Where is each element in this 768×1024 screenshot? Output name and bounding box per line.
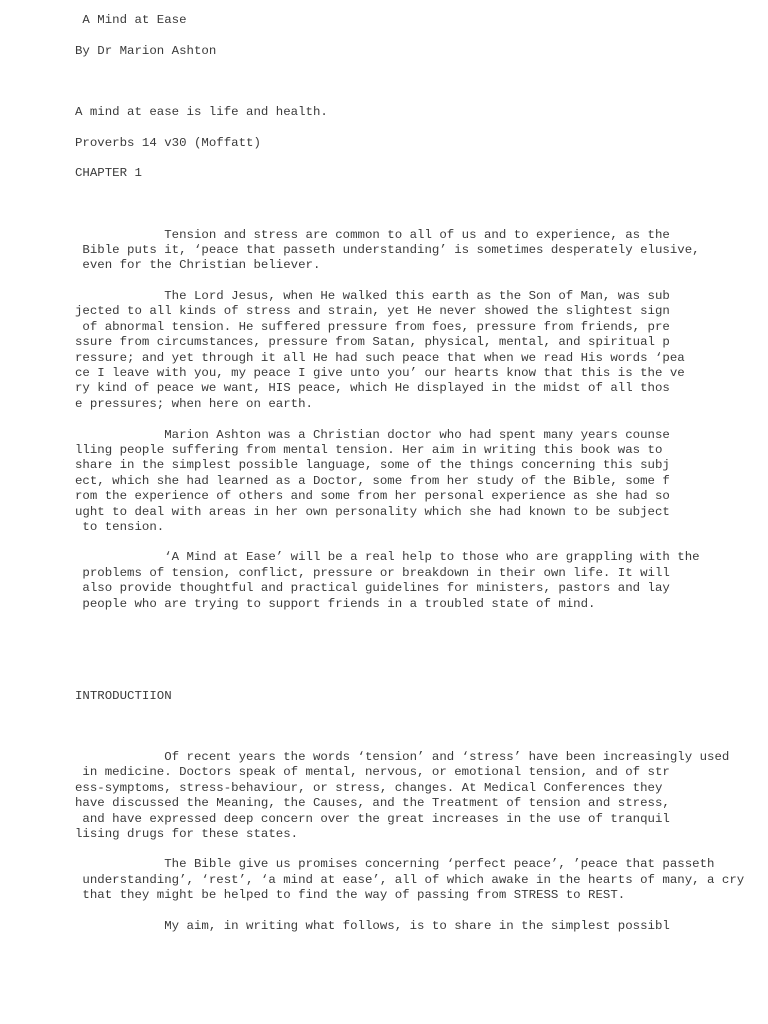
text-line: ssure from circumstances, pressure from Satan, physical, mental, and spiritual p bbox=[75, 335, 670, 349]
text-line: ess-symptoms, stress-behaviour, or stress, changes. At Medical Conferences they bbox=[75, 781, 663, 795]
chapter-heading: CHAPTER 1 bbox=[75, 166, 142, 180]
text-line: to tension. bbox=[75, 520, 165, 534]
epigraph-reference: Proverbs 14 v30 (Moffatt) bbox=[75, 136, 261, 150]
text-line: of abnormal tension. He suffered pressure from foes, pressure from friends, pre bbox=[75, 320, 670, 334]
epigraph-quote: A mind at ease is life and health. bbox=[75, 105, 328, 119]
text-line: ‘A Mind at Ease’ will be a real help to those who are grappling with the bbox=[75, 550, 700, 564]
text-line: The Bible give us promises concerning ‘perfect peace’, ’peace that passeth bbox=[75, 857, 715, 871]
text-line: ect, which she had learned as a Doctor, some from her study of the Bible, some f bbox=[75, 474, 670, 488]
text-line: jected to all kinds of stress and strain, yet He never showed the slightest sign bbox=[75, 304, 670, 318]
text-line: lising drugs for these states. bbox=[75, 827, 299, 841]
text-line: ry kind of peace we want, HIS peace, which He displayed in the midst of all thos bbox=[75, 381, 670, 395]
text-line: understanding’, ‘rest’, ‘a mind at ease’, all of which awake in the hearts of many, a cry bbox=[75, 873, 745, 887]
text-line: The Lord Jesus, when He walked this earth as the Son of Man, was sub bbox=[75, 289, 670, 303]
text-line: Marion Ashton was a Christian doctor who had spent many years counse bbox=[75, 428, 670, 442]
text-line: people who are trying to support friends in a troubled state of mind. bbox=[75, 597, 596, 611]
text-line: in medicine. Doctors speak of mental, nervous, or emotional tension, and of str bbox=[75, 765, 670, 779]
text-line: Of recent years the words ‘tension’ and ‘stress’ have been increasingly used bbox=[75, 750, 730, 764]
text-line: e pressures; when here on earth. bbox=[75, 397, 313, 411]
text-line: Bible puts it, ‘peace that passeth understanding’ is sometimes desperately elusive, bbox=[75, 243, 700, 257]
text-line: ught to deal with areas in her own personality which she had known to be subject bbox=[75, 505, 670, 519]
text-line: lling people suffering from mental tension. Her aim in writing this book was to bbox=[75, 443, 663, 457]
text-line: problems of tension, conflict, pressure or breakdown in their own life. It will bbox=[75, 566, 670, 580]
text-line: Tension and stress are common to all of us and to experience, as the bbox=[75, 228, 670, 242]
text-line: ce I leave with you, my peace I give unto you’ our hearts know that this is the ve bbox=[75, 366, 685, 380]
text-line: rom the experience of others and some from her personal experience as she had so bbox=[75, 489, 670, 503]
author-line: By Dr Marion Ashton bbox=[75, 44, 217, 58]
text-line: share in the simplest possible language, some of the things concerning this subj bbox=[75, 458, 670, 472]
text-line: also provide thoughtful and practical guidelines for ministers, pastors and lay bbox=[75, 581, 670, 595]
text-line: ressure; and yet through it all He had such peace that when we read His words ‘pea bbox=[75, 351, 685, 365]
text-line: even for the Christian believer. bbox=[75, 258, 321, 272]
document-title: A Mind at Ease bbox=[75, 13, 187, 27]
text-line: and have expressed deep concern over the great increases in the use of tranquil bbox=[75, 812, 670, 826]
text-line: My aim, in writing what follows, is to share in the simplest possibl bbox=[75, 919, 670, 933]
introduction-heading: INTRODUCTIION bbox=[75, 689, 172, 703]
text-line: have discussed the Meaning, the Causes, and the Treatment of tension and stress, bbox=[75, 796, 670, 810]
text-line: that they might be helped to find the way of passing from STRESS to REST. bbox=[75, 888, 626, 902]
